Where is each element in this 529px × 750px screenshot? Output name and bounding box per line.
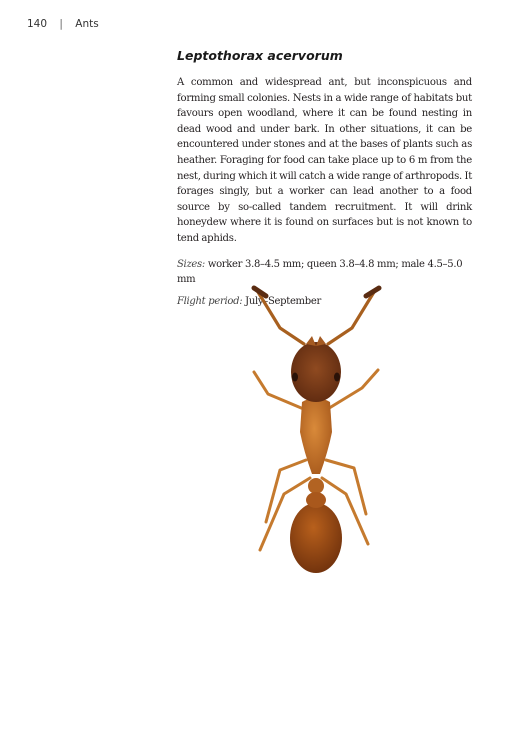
section-name: Ants xyxy=(75,18,99,30)
species-description: A common and widespread ant, but inconspicuous and forming small colonies. Nests in a wide range of habitats but favours open woodland, where it can be found nesting in dead wood and under bark. In other situations, it can be encountered under stones and at the bases of plants such as heather. Foraging for food can take place up to 6 m from the nest, during which it will catch a wide range of arthropods. It forages singly, but a worker can lead another to a food source by so-called tandem recruitment. It will drink honeydew where it is found on surfaces but is not known to tend aphids. xyxy=(177,77,472,244)
ant-gaster xyxy=(290,503,342,573)
ant-eye-left xyxy=(292,373,298,382)
flight-period-label: Flight period: xyxy=(177,295,243,307)
species-account xyxy=(177,48,472,316)
ant-petiole xyxy=(308,478,324,494)
running-head xyxy=(27,18,99,30)
sizes-value: worker 3.8–4.5 mm; queen 3.8–4.8 mm; male 4.5–5.0 mm xyxy=(177,258,463,285)
ant-thorax xyxy=(300,398,332,474)
flight-period-value: July–September xyxy=(245,295,321,307)
page-number: 140 xyxy=(27,18,48,30)
ant-head xyxy=(291,342,341,402)
ant-antenna-clubs xyxy=(254,288,379,296)
species-title: Leptothorax acervorum xyxy=(177,48,343,63)
ant-antennae xyxy=(258,292,374,344)
sizes-label: Sizes: xyxy=(177,258,205,270)
ant-postpetiole xyxy=(306,492,326,508)
ant-eye-right xyxy=(334,373,340,382)
header-separator: | xyxy=(59,18,63,30)
ant-photograph xyxy=(236,282,396,582)
